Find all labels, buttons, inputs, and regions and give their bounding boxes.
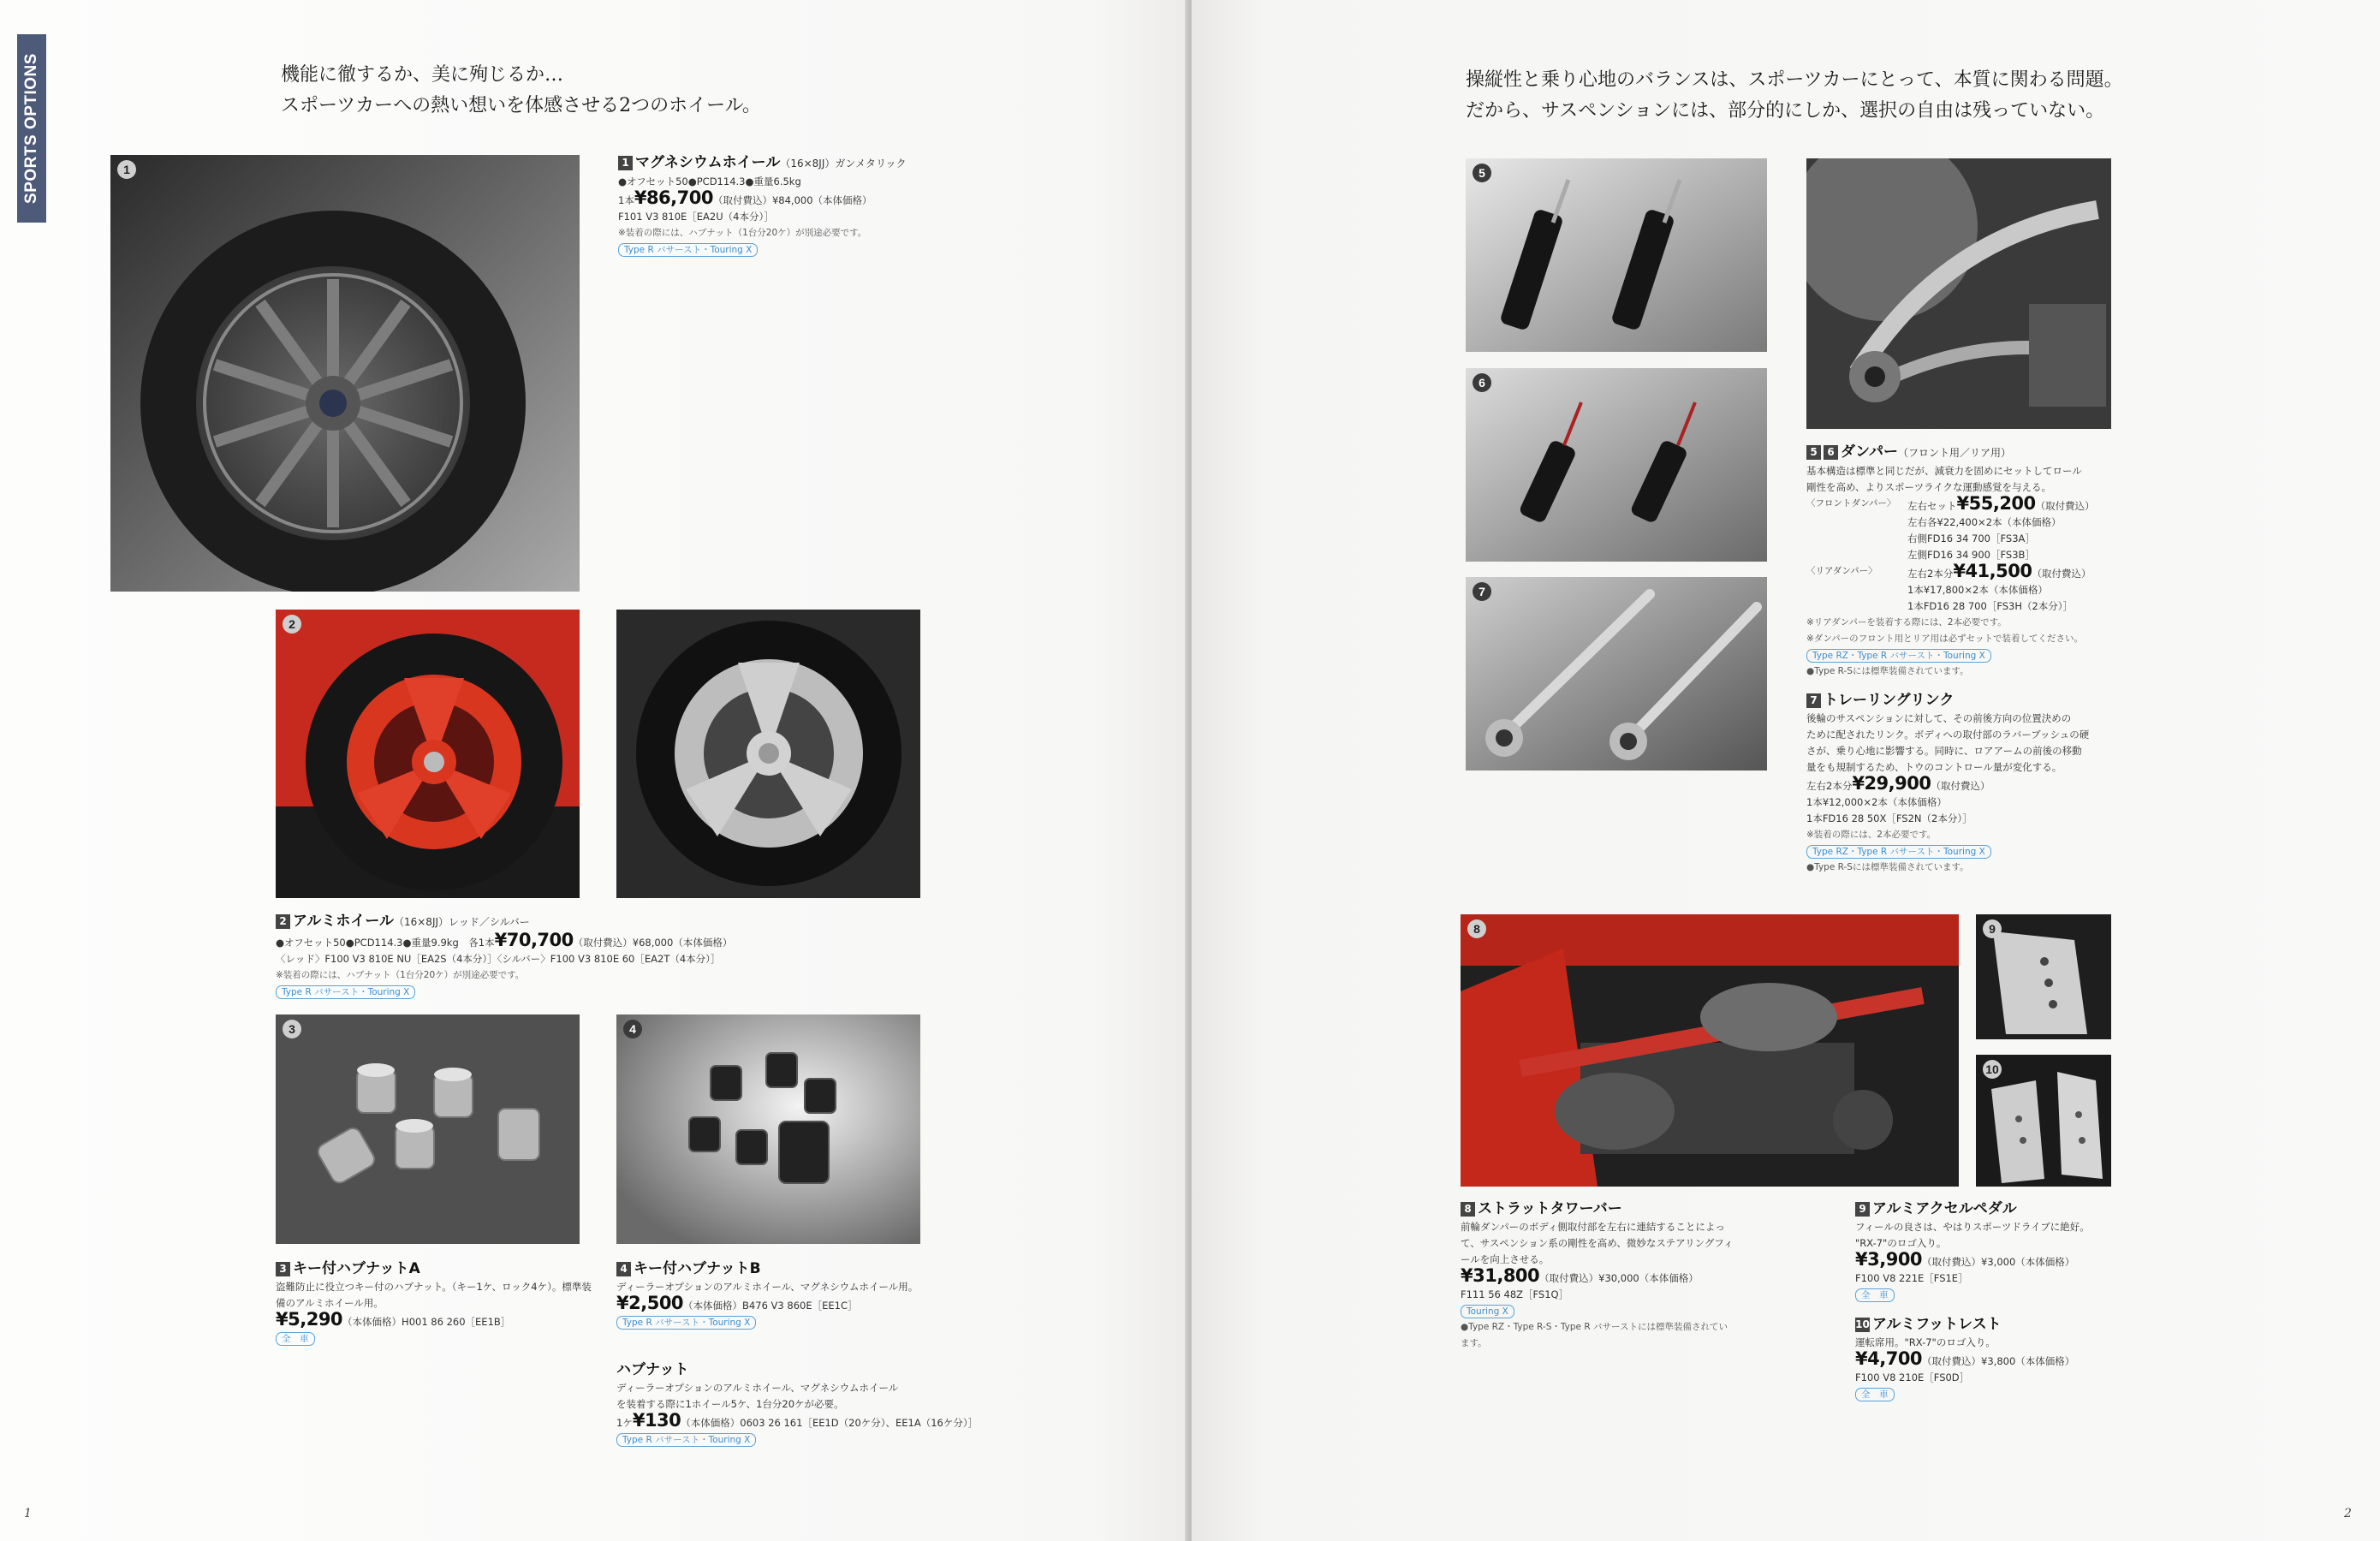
item-price: ¥130 (632, 1410, 681, 1431)
item-price: ¥70,700 (494, 930, 574, 950)
item-title: キー付ハブナットB (634, 1260, 761, 1277)
item-title: アルミアクセルペダル (1872, 1200, 2017, 1217)
item-description: ディーラーオプションのアルミホイール、マグネシウムホイール (616, 1382, 899, 1394)
price-detail: （本体価格）H001 86 260［EE1B］ (342, 1316, 511, 1328)
item-description: 量をも規制するため、トウのコントロール量が変化する。 (1806, 761, 2062, 773)
item-title: ダンパー (1841, 443, 1898, 461)
applicable-grade-tag: Type RZ・Type R バサースト・Touring X (1806, 845, 1991, 859)
item-note: ●Type RZ・Type R-S・Type R バサーストには標準装備されてい (1461, 1322, 1728, 1332)
item-number: 10 (1855, 1318, 1870, 1330)
red-alumi-wheel-photo (276, 610, 580, 898)
hubnut-b-info (616, 1258, 918, 1330)
item-subtitle: （フロント用／リア用） (1897, 447, 2011, 459)
applicable-grade-tag: Touring X (1461, 1305, 1514, 1318)
trailing-link-info (1806, 690, 2089, 876)
part-number: F100 V8 210E［FS0D］ (1855, 1371, 1970, 1383)
item-number: 9 (1855, 1202, 1870, 1217)
item-price: ¥86,700 (634, 187, 713, 208)
item-subtitle: （16×8JJ）ガンメタリック (780, 158, 907, 170)
damper-info (1806, 442, 2095, 680)
item-number: 7 (1806, 693, 1821, 708)
item-title: キー付ハブナットA (293, 1260, 420, 1277)
item-note: ※リアダンパーを装着する際には、2本必要です。 (1806, 617, 2007, 628)
item-title: ハブナット (616, 1361, 689, 1378)
item-note: ●Type R-Sには標準装備されています。 (1806, 862, 1969, 872)
part-number: 1本FD16 28 50X［FS2N（2本分）］ (1806, 812, 1972, 824)
photo-number-10: 10 (1983, 1060, 2002, 1079)
photo-number-1: 1 (117, 160, 136, 179)
item-description: て、サスペンション系の剛性を高め、微妙なステアリングフィ (1461, 1237, 1734, 1249)
hubnut-info (616, 1360, 978, 1448)
item-title: トレーリングリンク (1824, 692, 1955, 709)
item-number: 3 (276, 1262, 290, 1276)
price-detail: （本体価格）0603 26 161［EE1D（20ケ分）、EE1A（16ケ分）］ (681, 1417, 979, 1429)
applicable-grade-tag: Type R バサースト・Touring X (618, 243, 758, 257)
price-prefix: 左右2本分 (1907, 568, 1954, 580)
applicable-grade-tag: 全 車 (1855, 1388, 1895, 1401)
item-description: 後輪のサスペンションに対して、その前後方向の位置決めの (1806, 712, 2072, 724)
applicable-grade-tag: 全 車 (276, 1332, 315, 1346)
hubnut-a-info (276, 1258, 592, 1347)
unit-price: 1本¥12,000×2本（本体価格） (1806, 796, 1947, 808)
left-page (0, 0, 1188, 1541)
part-number: 右側FD16 34 700［FS3A］ (1907, 533, 2035, 544)
item-title: ストラットタワーバー (1478, 1200, 1622, 1217)
rear-damper-photo (1466, 368, 1767, 562)
right-page (1192, 0, 2380, 1541)
page-number-left: 1 (24, 1507, 32, 1520)
item-description: "RX-7"のロゴ入り。 (1855, 1237, 1947, 1249)
item-spec: ●オフセット50●PCD114.3●重量6.5kg (618, 176, 801, 187)
rear-damper-price: ¥41,500 (1953, 561, 2032, 581)
part-number: F101 V3 810E［EA2U（4本分）］ (618, 211, 774, 223)
price-detail: （取付費込）¥3,000（本体価格） (1922, 1256, 2075, 1268)
item-number: 2 (276, 914, 290, 929)
applicable-grade-tag: Type R バサースト・Touring X (276, 985, 415, 999)
item-note: ※装着の際には、ハブナット（1台分20ケ）が別途必要です。 (618, 228, 867, 238)
price-prefix: 各1本 (468, 937, 495, 949)
price-detail: （本体価格）B476 V3 860E［EE1C］ (683, 1300, 858, 1312)
item-number: 8 (1461, 1202, 1475, 1217)
applicable-grade-tag: 全 車 (1855, 1288, 1895, 1302)
right-headline-line-2: だから、サスペンションには、部分的にしか、選択の自由は残っていない。 (1466, 100, 2105, 122)
item-note: ※ダンパーのフロント用とリア用は必ずセットで装着してください。 (1806, 634, 2084, 644)
applicable-grade-tag: Type R バサースト・Touring X (616, 1316, 756, 1330)
price-prefix: 1本 (618, 194, 634, 206)
price-prefix: 1ケ (616, 1417, 633, 1429)
part-number: F111 56 48Z［FS1Q］ (1461, 1288, 1569, 1300)
item-description: 剛性を高め、よりスポーツライクな運動感覚を与える。 (1806, 481, 2052, 493)
section-tab (17, 34, 46, 223)
accel-pedal-info (1855, 1199, 2090, 1303)
item-description: ールを向上させる。 (1461, 1253, 1550, 1265)
item-price: ¥4,700 (1855, 1348, 1923, 1369)
strut-bar-info (1461, 1199, 1734, 1352)
item-description: 基本構造は標準と同じだが、減衰力を固めにセットしてロール (1806, 465, 2082, 477)
foot-rest-info (1855, 1314, 2074, 1402)
rear-damper-label: 〈リアダンパー〉 (1806, 566, 1877, 576)
part-number: 左側FD16 34 900［FS3B］ (1907, 549, 2035, 561)
item-price: ¥2,500 (616, 1293, 684, 1313)
silver-alumi-wheel-photo (616, 610, 920, 898)
photo-number-5: 5 (1473, 164, 1491, 182)
item-note: ※装着の際には、2本必要です。 (1806, 830, 1937, 840)
item-title: アルミホイール (293, 913, 394, 930)
hubnut-b-photo (616, 1014, 920, 1244)
hubnut-a-photo (276, 1014, 580, 1244)
left-headline (281, 60, 761, 122)
item-description: 前輪ダンパーのボディ側取付部を左右に連結することによっ (1461, 1221, 1725, 1233)
price-prefix: 左右2本分 (1806, 780, 1853, 792)
accel-pedal-photo (1976, 914, 2111, 1039)
price-detail: （取付費込）¥30,000（本体価格） (1539, 1272, 1699, 1284)
magnesium-wheel-info (618, 152, 907, 258)
front-damper-unit-price: 左右各¥22,400×2本（本体価格） (1907, 516, 2062, 528)
item-title: アルミフットレスト (1872, 1316, 2002, 1333)
price-prefix: 左右セット (1907, 500, 1957, 512)
item-note: ※装着の際には、ハブナット（1台分20ケ）が別途必要です。 (276, 970, 525, 980)
photo-number-8: 8 (1467, 919, 1486, 938)
item-number: 5 (1806, 445, 1821, 460)
left-headline-line-2: スポーツカーへの熱い想いを体感させる2つのホイール。 (281, 95, 761, 116)
right-headline-line-1: 操縦性と乗り心地のバランスは、スポーツカーにとって、本質に関わる問題。 (1466, 69, 2123, 91)
item-description: ディーラーオプションのアルミホイール、マグネシウムホイール用。 (616, 1281, 919, 1293)
item-title: マグネシウムホイール (635, 154, 781, 171)
front-damper-label: 〈フロントダンパー〉 (1806, 498, 1896, 509)
item-description: さが、乗り心地に影響する。同時に、ロアアームの前後の移動 (1806, 745, 2082, 757)
item-price: ¥29,900 (1852, 773, 1931, 794)
front-damper-price: ¥55,200 (1956, 493, 2036, 514)
item-price: ¥5,290 (276, 1309, 343, 1330)
item-spec: ●オフセット50●PCD114.3●重量9.9kg (276, 937, 459, 949)
photo-number-3: 3 (283, 1020, 301, 1038)
part-number: 1本FD16 28 700［FS3H（2本分）］ (1907, 600, 2074, 612)
item-price: ¥31,800 (1461, 1265, 1540, 1286)
trailing-link-photo (1466, 577, 1767, 770)
rear-damper-unit-price: 1本¥17,800×2本（本体価格） (1907, 584, 2048, 596)
item-subtitle: （16×8JJ）レッド／シルバー (393, 916, 530, 928)
item-description: を装着する際に1ホイール5ケ、1台分20ケが必要。 (616, 1398, 844, 1410)
suspension-installed-photo (1806, 158, 2111, 429)
right-headline (1466, 65, 2123, 127)
page-number-right: 2 (2344, 1507, 2352, 1520)
part-number: F100 V8 221E［FS1E］ (1855, 1272, 1968, 1284)
magnesium-wheel-photo (110, 155, 580, 592)
item-note: ます。 (1461, 1338, 1487, 1348)
item-number: 1 (618, 156, 633, 170)
item-note: ●Type R-Sには標準装備されています。 (1806, 666, 1969, 676)
item-number: 4 (616, 1262, 631, 1276)
item-price: ¥3,900 (1855, 1249, 1923, 1270)
photo-number-4: 4 (623, 1020, 642, 1038)
price-detail: （取付費込） (2032, 568, 2091, 580)
item-number: 6 (1824, 445, 1838, 460)
item-description: 盗難防止に役立つキー付のハブナット。（キー1ケ、ロック4ケ）。標準装備のアルミホイール用。 (276, 1281, 592, 1309)
left-headline-line-1: 機能に徹するか、美に殉じるか… (281, 64, 564, 86)
price-detail: （取付費込） (1931, 780, 1990, 792)
applicable-grade-tag: Type R バサースト・Touring X (616, 1433, 756, 1447)
price-detail: （取付費込） (2035, 500, 2095, 512)
section-tab-label: SPORTS OPTIONS (22, 53, 40, 204)
foot-rest-photo (1976, 1055, 2111, 1187)
front-damper-photo (1466, 158, 1767, 352)
price-detail: （取付費込）¥3,800（本体価格） (1922, 1355, 2075, 1367)
applicable-grade-tag: Type RZ・Type R バサースト・Touring X (1806, 649, 1991, 663)
photo-number-2: 2 (283, 615, 301, 634)
item-description: ために配されたリンク。ボディへの取付部のラバーブッシュの硬 (1806, 729, 2090, 741)
part-number: 〈レッド〉F100 V3 810E NU［EA2S（4本分）］〈シルバー〉F100 V3 810E 60［EA2T（4本分）］ (276, 953, 721, 965)
item-description: フィールの良さは、やはりスポーツドライブに絶好。 (1855, 1221, 2090, 1233)
alumi-wheel-info (276, 911, 732, 1000)
item-description: 運転席用。"RX-7"のロゴ入り。 (1855, 1336, 1996, 1348)
photo-number-7: 7 (1473, 582, 1491, 601)
price-detail: （取付費込）¥84,000（本体価格） (712, 194, 872, 206)
photo-number-9: 9 (1983, 919, 2002, 938)
price-detail: （取付費込）¥68,000（本体価格） (573, 937, 733, 949)
strut-tower-bar-photo (1461, 914, 1959, 1187)
photo-number-6: 6 (1473, 373, 1491, 392)
